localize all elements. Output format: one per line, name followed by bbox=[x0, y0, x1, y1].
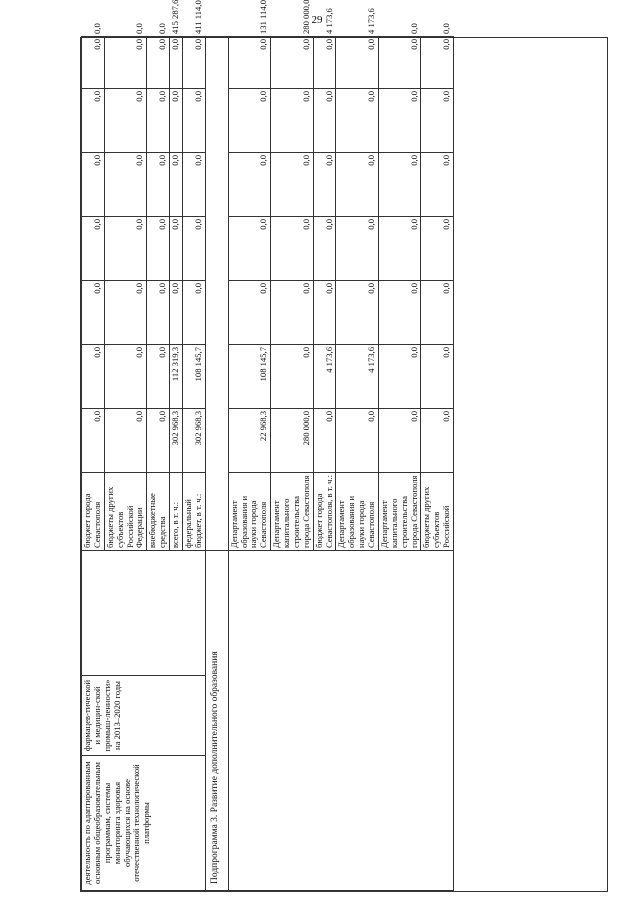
value-cell: 0,0 bbox=[421, 153, 454, 217]
value-cell: 0,0 bbox=[170, 37, 183, 89]
value-cell: 0,0 bbox=[147, 345, 170, 409]
value-cell: 0,0 bbox=[336, 37, 379, 89]
value-cell: 0,0 bbox=[271, 37, 314, 89]
table-row bbox=[205, 37, 228, 551]
value-cell: 0,0 bbox=[228, 37, 271, 89]
value-cell: 0,0 bbox=[182, 153, 205, 217]
value-cell: 0,0 bbox=[147, 37, 170, 89]
table-row: внебюджетные средства 0,0 0,0 0,0 0,0 0,0 0,0 0,0 0,0 bbox=[147, 37, 170, 891]
source-cell: бюджет города Севастополя bbox=[82, 473, 105, 551]
value-cell: 0,0 bbox=[104, 409, 147, 473]
table-row: бюджеты других субъектов Российской Федерации 0,0 0,0 0,0 0,0 0,0 0,0 0,0 0,0 bbox=[104, 37, 147, 891]
value-cell: 0,0 bbox=[182, 281, 205, 345]
table-row: Департамент капитального строительства города Севастополя 0,0 0,0 0,0 0,0 0,0 0,0 0,0 0,0 bbox=[378, 37, 421, 891]
value-cell: 0,0 bbox=[336, 217, 379, 281]
value-cell: 0,0 bbox=[82, 153, 105, 217]
value-cell: 0,0 bbox=[336, 153, 379, 217]
value-cell: 0,0 bbox=[82, 409, 105, 473]
table-row: деятельность по адаптированным основным общеобразовательным программам, системы мониторинга здоровья обучающихся на основе отечественной технологической платформы фармацев-тической и медицин-ской промыш-ленности» на 2013–2020 годы бюджет города Севастополя 0,0 0,0 0,0 0,0 0,0 0,0 0,0 0,0 bbox=[82, 37, 105, 891]
rotated-table-container bbox=[81, 0, 607, 891]
value-cell: 0,0 bbox=[147, 217, 170, 281]
value-cell: 0,0 bbox=[170, 153, 183, 217]
table-row: всего, в т. ч.: 302 968,3 112 319,3 0,0 0,0 0,0 0,0 0,0 415 287,6 bbox=[170, 37, 183, 891]
value-cell: 0,0 bbox=[313, 153, 336, 217]
table-row: Департамент образования и науки города Севастополя 22 968,3 108 145,7 0,0 0,0 0,0 0,0 0,0 131 114,0 bbox=[228, 37, 271, 891]
table-row: Департамент капитального строительства города Севастополя 280 000,0 0,0 0,0 0,0 0,0 0,0 0,0 280 000,0 bbox=[271, 37, 314, 891]
value-cell: 108 145,7 bbox=[182, 345, 205, 409]
value-cell: 0,0 bbox=[378, 345, 421, 409]
page-number: 29 bbox=[311, 14, 323, 26]
value-cell: 0,0 bbox=[182, 37, 205, 89]
value-cell: 0,0 bbox=[170, 217, 183, 281]
source-cell: Департамент капитального строительства города Севастополя bbox=[378, 473, 421, 551]
value-cell: 0,0 bbox=[378, 409, 421, 473]
value-cell: 0,0 bbox=[170, 89, 183, 153]
table-row: бюджеты других субъектов Российской 0,0 0,0 0,0 0,0 0,0 0,0 0,0 0,0 bbox=[421, 37, 454, 891]
value-cell: 0,0 bbox=[421, 89, 454, 153]
value-cell: 0,0 bbox=[313, 409, 336, 473]
empty-cell bbox=[228, 551, 453, 891]
subprogram-header-row bbox=[205, 37, 228, 891]
value-cell: 0,0 bbox=[421, 409, 454, 473]
value-cell: 0,0 bbox=[378, 37, 421, 89]
value-cell: 0,0 bbox=[421, 37, 454, 89]
source-cell: внебюджетные средства bbox=[147, 473, 170, 551]
value-cell: 0,0 bbox=[147, 89, 170, 153]
value-cell: 108 145,7 bbox=[228, 345, 271, 409]
source-cell: всего, в т. ч.: bbox=[170, 473, 183, 551]
value-cell: 0,0 bbox=[378, 281, 421, 345]
value-cell: 0,0 bbox=[104, 37, 147, 89]
value-cell: 0,0 bbox=[147, 281, 170, 345]
source-cell: бюджеты других субъектов Российской bbox=[421, 473, 454, 551]
value-cell: 0,0 bbox=[82, 345, 105, 409]
value-cell: 0,0 bbox=[228, 153, 271, 217]
table-row: Департамент образования и науки города Севастополя 0,0 4 173,6 0,0 0,0 0,0 0,0 0,0 4 173,6 bbox=[336, 37, 379, 891]
value-cell: 0,0 bbox=[313, 89, 336, 153]
value-cell: 0,0 bbox=[104, 89, 147, 153]
empty-cell bbox=[82, 551, 206, 676]
value-cell: 0,0 bbox=[228, 217, 271, 281]
value-cell: 0,0 bbox=[104, 345, 147, 409]
value-cell: 0,0 bbox=[271, 217, 314, 281]
source-cell: Департамент образования и науки города Севастополя bbox=[228, 473, 271, 551]
value-cell: 0,0 bbox=[104, 217, 147, 281]
value-cell: 0,0 bbox=[182, 217, 205, 281]
value-cell: 0,0 bbox=[313, 217, 336, 281]
value-cell: 0,0 bbox=[82, 89, 105, 153]
value-cell: 0,0 bbox=[336, 281, 379, 345]
value-cell: 0,0 bbox=[147, 409, 170, 473]
value-cell: 0,0 bbox=[82, 281, 105, 345]
value-cell: 0,0 bbox=[82, 37, 105, 89]
value-cell: 0,0 bbox=[313, 281, 336, 345]
source-cell: бюджет города Севастополя, в т. ч.: bbox=[313, 473, 336, 551]
value-cell: 22 968,3 bbox=[228, 409, 271, 473]
value-cell: 0,0 bbox=[271, 345, 314, 409]
value-cell: 0,0 bbox=[82, 217, 105, 281]
value-cell: 302 968,3 bbox=[182, 409, 205, 473]
value-cell: 302 968,3 bbox=[170, 409, 183, 473]
budget-table bbox=[81, 0, 454, 891]
value-cell: 0,0 bbox=[182, 89, 205, 153]
value-cell: 0,0 bbox=[336, 409, 379, 473]
value-cell: 0,0 bbox=[147, 153, 170, 217]
value-cell: 0,0 bbox=[271, 281, 314, 345]
subprogram-header: Подпрограмма 3. Развитие дополнительного образования bbox=[205, 551, 228, 891]
source-cell: Департамент образования и науки города Севастополя bbox=[336, 473, 379, 551]
source-cell: бюджеты других субъектов Российской Федерации bbox=[104, 473, 147, 551]
value-cell: 0,0 bbox=[228, 281, 271, 345]
value-cell: 0,0 bbox=[271, 89, 314, 153]
budget-table-frame bbox=[80, 0, 608, 892]
value-cell: 0,0 bbox=[104, 281, 147, 345]
value-cell: 0,0 bbox=[313, 37, 336, 89]
value-cell: 0,0 bbox=[170, 281, 183, 345]
value-cell: 0,0 bbox=[104, 153, 147, 217]
source-cell: Департамент капитального строительства города Севастополя bbox=[271, 473, 314, 551]
value-cell: 0,0 bbox=[421, 345, 454, 409]
program-title-cell: деятельность по адаптированным основным общеобразовательным программам, системы мониторинга здоровья обучающихся на основе отечественной технологической платформы bbox=[82, 756, 206, 891]
value-cell: 0,0 bbox=[228, 89, 271, 153]
source-cell: федеральный бюджет, в т. ч.: bbox=[182, 473, 205, 551]
value-cell: 0,0 bbox=[336, 89, 379, 153]
table-row: бюджет города Севастополя, в т. ч.: 0,0 4 173,6 0,0 0,0 0,0 0,0 0,0 4 173,6 bbox=[313, 37, 336, 891]
program-ref-cell: фармацев-тической и медицин-ской промыш-ленности» на 2013–2020 годы bbox=[82, 676, 206, 756]
value-cell: 0,0 bbox=[271, 153, 314, 217]
value-cell: 112 319,3 bbox=[170, 345, 183, 409]
value-cell: 280 000,0 bbox=[271, 409, 314, 473]
value-cell: 0,0 bbox=[421, 281, 454, 345]
value-cell: 4 173,6 bbox=[313, 345, 336, 409]
value-cell: 0,0 bbox=[378, 153, 421, 217]
table-row: федеральный бюджет, в т. ч.: 302 968,3 108 145,7 0,0 0,0 0,0 0,0 0,0 411 114,0 bbox=[182, 37, 205, 891]
value-cell: 0,0 bbox=[378, 89, 421, 153]
value-cell: 4 173,6 bbox=[336, 345, 379, 409]
value-cell: 0,0 bbox=[421, 217, 454, 281]
value-cell: 0,0 bbox=[378, 217, 421, 281]
